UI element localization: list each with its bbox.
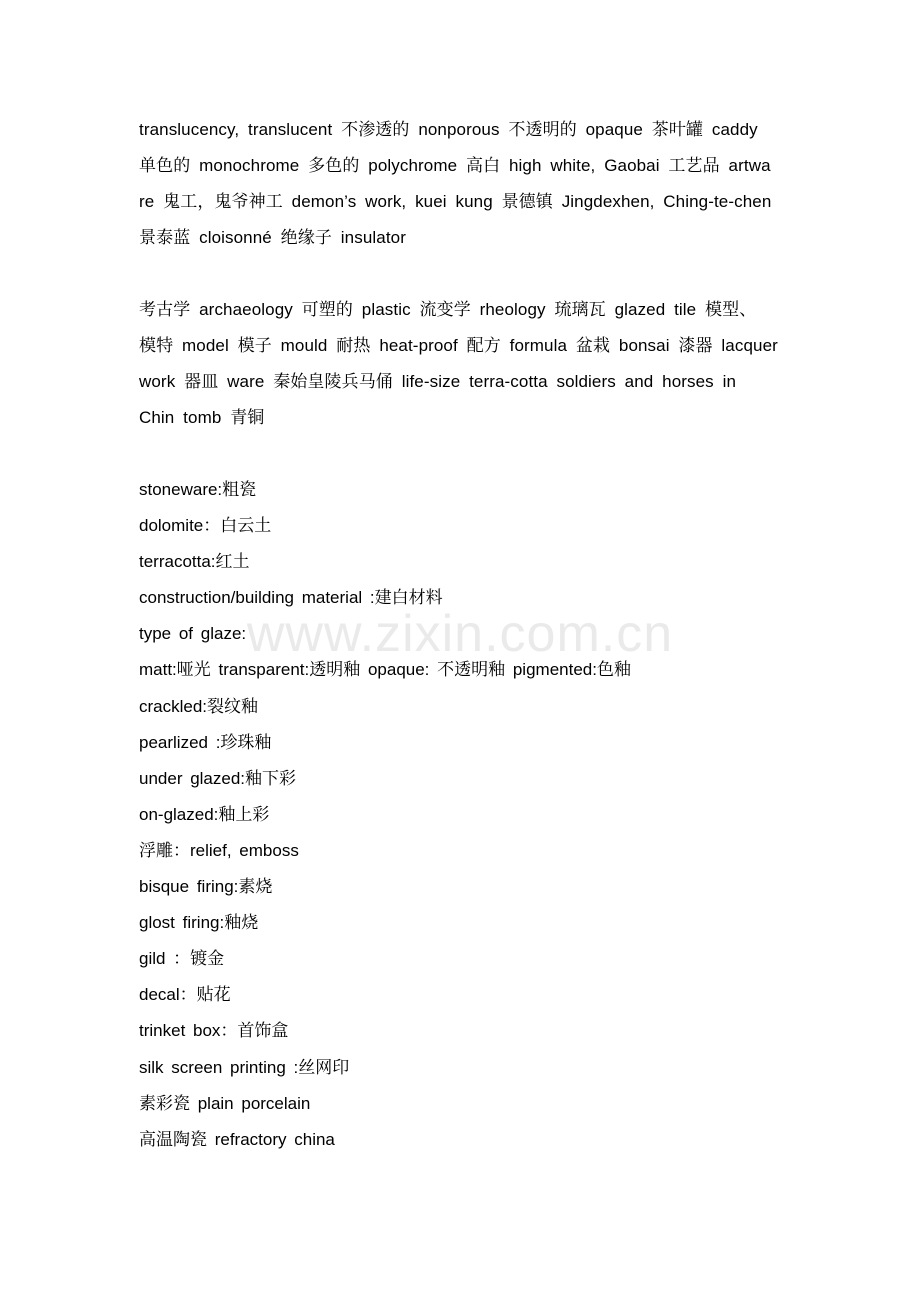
site-watermark: www.zixin.com.cn (246, 605, 674, 663)
glossary-list (139, 472, 829, 1158)
glossary-entry: construction/building material :建白材料 (139, 588, 443, 608)
text-line: translucency, translucent 不渗透的 nonporous 不透明的 opaque 茶叶罐 caddy (139, 120, 758, 139)
text-line: 景泰蓝 cloisonné 绝缘子 insulator (139, 228, 406, 247)
glossary-entry: stoneware:粗瓷 (139, 480, 257, 499)
glossary-entry: under glazed:釉下彩 (139, 768, 297, 788)
glossary-entry: 浮雕：relief, emboss (139, 840, 299, 860)
glossary-entry: dolomite：白云土 (139, 516, 272, 536)
glossary-entry: trinket box：首饰盒 (139, 1021, 289, 1041)
glossary-entry: bisque firing:素烧 (139, 877, 273, 897)
glossary-entry: crackled:裂纹釉 (139, 696, 259, 716)
glossary-entry: on-glazed:釉上彩 (139, 804, 270, 824)
text-line: work 器皿 ware 秦始皇陵兵马俑 life-size terra-cotta soldiers and horses in (139, 372, 737, 391)
glossary-entry: glost firing:釉烧 (139, 913, 259, 933)
glossary-entry: 素彩瓷 plain porcelain (139, 1093, 311, 1113)
glossary-entry: pearlized :珍珠釉 (139, 732, 272, 752)
text-line: 模特 model 模子 mould 耐热 heat-proof 配方 formula 盆栽 bonsai 漆器 lacquer (139, 336, 778, 355)
text-line: 考古学 archaeology 可塑的 plastic 流变学 rheology 琉璃瓦 glazed tile 模型、 (139, 300, 757, 319)
glossary-entry: type of glaze: (139, 624, 247, 644)
glossary-entry: silk screen printing :丝网印 (139, 1057, 350, 1077)
paragraph-spacer (139, 436, 829, 472)
paragraph-spacer (139, 256, 829, 292)
document-body (139, 112, 829, 1158)
text-line: 单色的 monochrome 多色的 polychrome 高白 high white, Gaobai 工艺品 artwa (139, 156, 771, 175)
text-line: re 鬼工，鬼爷神工 demon’s work, kuei kung 景德镇 Jingdexhen, Ching-te-chen (139, 192, 772, 211)
glossary-entry: 高温陶瓷 refractory china (139, 1129, 335, 1149)
paragraph-ceramics-terms-1 (139, 112, 829, 256)
glossary-entry: matt:哑光 transparent:透明釉 opaque: 不透明釉 pigmented:色釉 (139, 660, 631, 680)
paragraph-ceramics-terms-2 (139, 292, 829, 436)
glossary-entry: gild ：镀金 (139, 949, 225, 969)
text-line: Chin tomb 青铜 (139, 408, 265, 427)
glossary-entry: decal：贴花 (139, 985, 231, 1005)
glossary-entry: terracotta:红土 (139, 552, 250, 572)
